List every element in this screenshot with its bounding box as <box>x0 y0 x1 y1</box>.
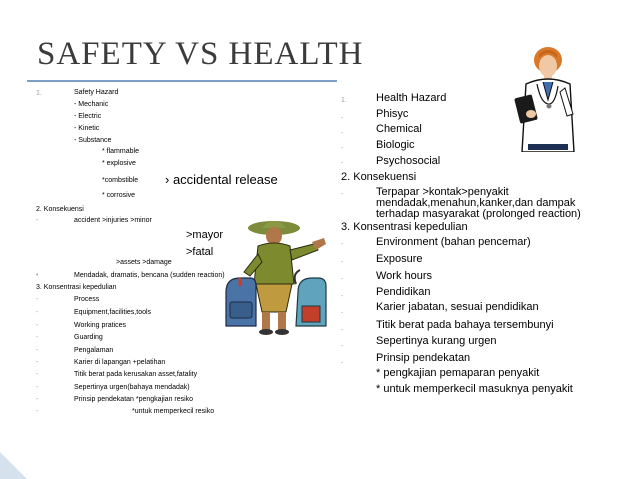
list-item: - Substance <box>74 137 112 144</box>
list-marker: • <box>36 272 39 279</box>
list-marker: - <box>341 327 344 334</box>
list-marker: - <box>36 396 39 403</box>
slide-title: SAFETY VS HEALTH <box>37 36 364 72</box>
list-item: Titik berat pada bahaya tersembunyi <box>376 319 554 331</box>
section-heading: 3. Konsentrasi kepedulian <box>341 221 468 233</box>
list-marker: - <box>341 343 344 350</box>
list-item: Environment (bahan pencemar) <box>376 236 531 248</box>
list-item: *combstible <box>102 177 139 184</box>
list-item: terhadap masyarakat (prolonged reaction) <box>376 208 581 220</box>
list-marker: - <box>341 259 344 266</box>
list-item: Karier di lapangan +pelatihan <box>74 359 166 366</box>
list-item: - Electric <box>74 113 102 120</box>
list-item: Terpapar >kontak>penyakit <box>376 186 509 198</box>
list-item: * explosive <box>102 160 136 167</box>
list-item: Pendidikan <box>376 286 431 298</box>
list-item: *untuk memperkecil resiko <box>132 408 215 415</box>
list-marker: - <box>341 115 344 122</box>
list-item: - Kinetic <box>74 125 100 132</box>
list-item: Work hours <box>376 270 433 282</box>
list-item: Sepertinya kurang urgen <box>376 335 497 347</box>
list-item: Pengalaman <box>74 347 114 354</box>
list-marker: - <box>36 371 39 378</box>
list-item: Prinsip pendekatan *pengkajian resiko <box>74 396 194 403</box>
list-item: >mayor <box>186 229 223 241</box>
list-marker: - <box>341 241 344 248</box>
list-item: * flammable <box>102 148 139 155</box>
list-marker: - <box>36 384 39 391</box>
list-marker: - <box>36 217 39 224</box>
corner-decoration-icon <box>0 452 27 479</box>
list-marker: - <box>36 359 39 366</box>
list-item: - Mechanic <box>74 101 109 108</box>
accidental-release-label: › accidental release <box>165 172 278 187</box>
list-item: Karier jabatan, sesuai pendidikan <box>376 301 539 313</box>
list-item: * pengkajian pemaparan penyakit <box>376 367 540 379</box>
list-marker: 1. <box>36 90 42 97</box>
list-item: Biologic <box>376 139 415 151</box>
list-item: Prinsip pendekatan <box>376 352 471 364</box>
list-marker: - <box>36 322 39 329</box>
list-marker: - <box>36 309 39 316</box>
list-marker: - <box>341 130 344 137</box>
list-marker: - <box>36 408 39 415</box>
list-marker: - <box>341 360 344 367</box>
list-item: Titik berat pada kerusakan asset,fatality <box>74 371 198 378</box>
list-marker: - <box>36 296 39 303</box>
list-marker: - <box>341 145 344 152</box>
list-marker: - <box>341 276 344 283</box>
list-item: Exposure <box>376 253 423 265</box>
section-heading: 3. Konsentrasi kepedulian <box>36 284 117 291</box>
section-heading: 2. Konsekuensi <box>36 206 84 213</box>
section-heading: 2. Konsekuensi <box>341 171 417 183</box>
list-item: * corrosive <box>102 192 136 199</box>
list-marker: - <box>341 160 344 167</box>
hiker-clipart-icon <box>222 214 332 346</box>
list-item: Mendadak, dramatis, bencana (sudden reaction) <box>74 272 225 279</box>
list-item: >assets >damage <box>116 259 172 266</box>
title-underline <box>27 80 337 82</box>
list-item: Chemical <box>376 123 422 135</box>
list-marker: - <box>36 347 39 354</box>
list-item: Equipment,facilities,tools <box>74 309 152 316</box>
list-item: Working pratices <box>74 322 127 329</box>
health-heading: Health Hazard <box>376 92 447 104</box>
list-item: Guarding <box>74 334 103 341</box>
list-item: Sepertinya urgen(bahaya mendadak) <box>74 384 190 391</box>
list-item: >fatal <box>186 246 214 258</box>
list-item: Phisyc <box>376 108 409 120</box>
list-marker: - <box>341 310 344 317</box>
safety-heading: Safety Hazard <box>74 89 119 96</box>
list-marker: 1. <box>341 97 347 104</box>
list-item: Psychosocial <box>376 155 441 167</box>
list-item: Process <box>74 296 100 303</box>
list-item: mendadak,menahun,kanker,dan dampak <box>376 197 576 209</box>
list-marker: - <box>36 334 39 341</box>
list-item: * untuk memperkecil masuknya penyakit <box>376 383 573 395</box>
list-marker: - <box>341 191 344 198</box>
list-marker: - <box>341 293 344 300</box>
doctor-clipart-icon <box>513 44 583 152</box>
list-item: accident >injuries >minor <box>74 217 152 224</box>
